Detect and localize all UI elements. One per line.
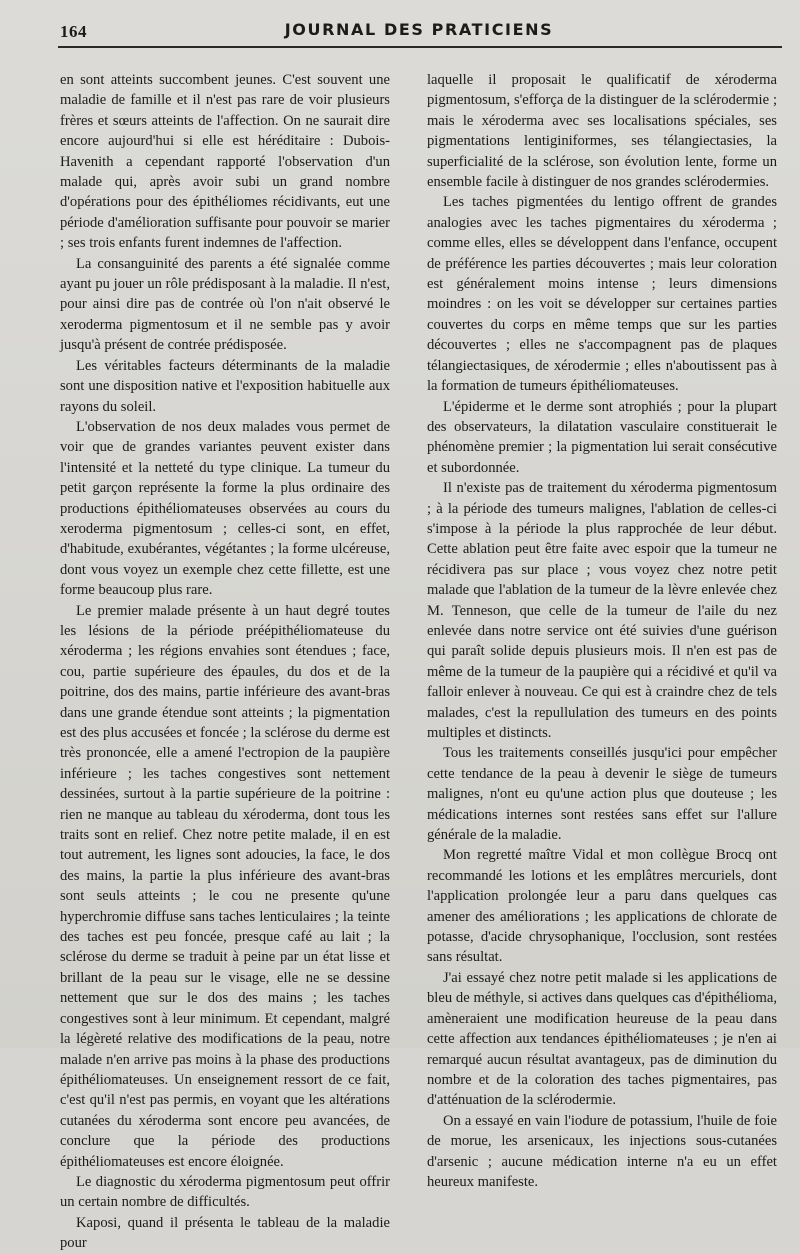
paragraph: On a essayé en vain l'iodure de potassium, l'huile de foie de morue, les arsenicaux, les injections sous-cutanées d'arsenic ; aucune médication interne n'a eu un effet heureux manifeste. [427, 1112, 777, 1190]
journal-title: JOURNAL DES PRATICIENS [284, 20, 554, 39]
paragraph: Mon regretté maître Vidal et mon collègue Brocq ont recommandé les lotions et les emplâtres mercuriels, dont l'application prolongée leur a paru dans quelques cas amener des améliorations ; les applications de chlorate de potasse, d'acide chrysophanique, l'occlusion, sont restées sans résultat. [427, 847, 777, 966]
paragraph: en sont atteints succombent jeunes. C'est souvent une maladie de famille et il n'est pas rare de voir plusieurs frères et sœurs atteints de l'affection. On ne saurait dire encore aujourd'hui si elle est héréditaire : Dubois-Havenith a cependant rapporté l'observation d'un malade qui, après avoir subi un grand nombre d'opérations pour des épithéliomes récidivants, eut une période d'amélioration suffisante pour pouvoir se marier ; ses trois enfants furent indemnes de l'affection. [60, 72, 390, 252]
running-header [60, 18, 778, 42]
paragraph: La consanguinité des parents a été signalée comme ayant pu jouer un rôle prédisposant à la maladie. Il n'est, pour ainsi dire pas de contrée où l'on n'ait observé le xeroderma pigmentosum et il ne semble pas y avoir jusqu'à présent de contrée prédisposée. [60, 255, 390, 354]
right-column [427, 70, 777, 1192]
paragraph: laquelle il proposait le qualificatif de xéroderma pigmentosum, s'efforça de la distinguer de la sclérodermie ; mais le xéroderma avec ses localisations spéciales, ses pigmentations lentiginiformes, ses télangiectasies, la superficialité de la sclérose, son évolution lente, forme un ensemble facile à distinguer de nos grandes sclérodermies. [427, 72, 777, 191]
page-number: 164 [60, 22, 87, 41]
paragraph: J'ai essayé chez notre petit malade si les applications de bleu de méthyle, si actives dans quelques cas d'épithélioma, amèneraient une modification heureuse de la peau dans cette affection aux tendances épithéliomateuses ; je n'en ai remarqué aucun résultat avantageux, pas de diminution du nombre et de la coloration des taches pigmentaires, pas d'atténuation de la sclérodermie. [427, 969, 777, 1109]
paragraph: Les véritables facteurs déterminants de la maladie sont une disposition native et l'exposition habituelle aux rayons du soleil. [60, 357, 390, 415]
paragraph: Le premier malade présente à un haut degré toutes les lésions de la période préépithéliomateuse du xéroderma ; les régions envahies sont étendues ; face, cou, partie supérieure des épaules, du dos et de la poitrine, dos des mains, partie inférieure des avant-bras dans une grande étendue sont atteints ; la pigmentation est des plus accusées et foncée ; la sclérose du derme est très prononcée, elle a amené l'ectropion de la paupière inférieure ; les taches congestives sont nettement dessinées, surtout à la partie supérieure de la poitrine : rien ne manque au tableau du xéroderma, dont tous les traits sont en relief. Chez notre petite malade, il en est tout autrement, les lignes sont adoucies, la face, le dos des mains, la partie la plus inférieure des avant-bras sont seuls atteints ; le cou ne presente qu'une hyperchromie diffuse sans taches lenticulaires ; la teinte des taches est peu foncée, presque café au lait ; la sclérose du derme se traduit à peine par un état lisse et brillant de la peau sur le visage, elle ne se dessine nettement que sur le dos des mains ; les taches congestives sont à leur minimum. Et cependant, malgré la légèreté relative des modifications de la peau, notre malade n'en arrive pas moins à la phase des productions épithéliomateuses. Un enseignement ressort de ce fait, c'est qu'il n'est pas permis, en voyant que les altérations cutanées du xéroderma sont encore peu avancées, de conclure que la période des productions épithéliomateuses est encore éloignée. [60, 602, 390, 1170]
header-rule [58, 46, 782, 48]
paragraph: L'épiderme et le derme sont atrophiés ; pour la plupart des observateurs, la dilatation vasculaire constituerait le phénomène premier ; la pigmentation lui serait consécutive et subordonnée. [427, 398, 777, 476]
paragraph: Il n'existe pas de traitement du xéroderma pigmentosum ; à la période des tumeurs malignes, l'ablation de celles-ci s'impose à la période la plus rapprochée de leur début. Cette ablation peut être faite avec espoir que la tumeur ne récidivera pas sur place ; vous voyez chez notre petit malade que l'ablation de la tumeur de la lèvre enlevée chez M. Tenneson, que celle de la tumeur de l'aile du nez enlevée dans notre service ont été suivies d'une guérison qui paraît solide depuis plusieurs mois. Il n'en est pas de même de la tumeur de la paupière qui a récidivé et qu'il va falloir enlever à nouveau. Ce qui est à craindre chez de tels malades, c'est la repullulation des tumeurs en des points multiples et distincts. [427, 480, 777, 741]
paragraph: Les taches pigmentées du lentigo offrent de grandes analogies avec les taches pigmentaires du xéroderma ; comme elles, elles se développent dans l'enfance, occupent de préférence les parties découvertes ; mais leur coloration est généralement moins intense ; leurs dimensions moindres : on les voit se développer sur certaines parties couvertes du corps en même temps que sur les parties découvertes ; elles ne s'accompagnent pas de plaques télangiectasiques, de xérodermie ; elles n'aboutissent pas à la formation de tumeurs épithéliomateuses. [427, 194, 777, 395]
paragraph: Kaposi, quand il présenta le tableau de la maladie pour [60, 1214, 390, 1252]
paragraph: Le diagnostic du xéroderma pigmentosum peut offrir un certain nombre de difficultés. [60, 1173, 390, 1211]
paragraph: Tous les traitements conseillés jusqu'ici pour empêcher cette tendance de la peau à devenir le siège de tumeurs malignes, n'ont eu qu'une action plus que douteuse ; les médications internes sont restées sans effet sur l'allure générale de la maladie. [427, 745, 777, 844]
paragraph: L'observation de nos deux malades vous permet de voir que de grandes variantes peuvent exister dans l'intensité et la netteté du type clinique. La tumeur du petit garçon représente la forme la plus ordinaire des productions épithéliomateuses observées au cours du xeroderma pigmentosum ; celles-ci sont, en effet, d'habitude, exubérantes, végétantes ; la forme ulcéreuse, dont vous voyez un exemple chez cette fillette, est une forme beaucoup plus rare. [60, 418, 390, 599]
left-column [60, 70, 390, 1254]
